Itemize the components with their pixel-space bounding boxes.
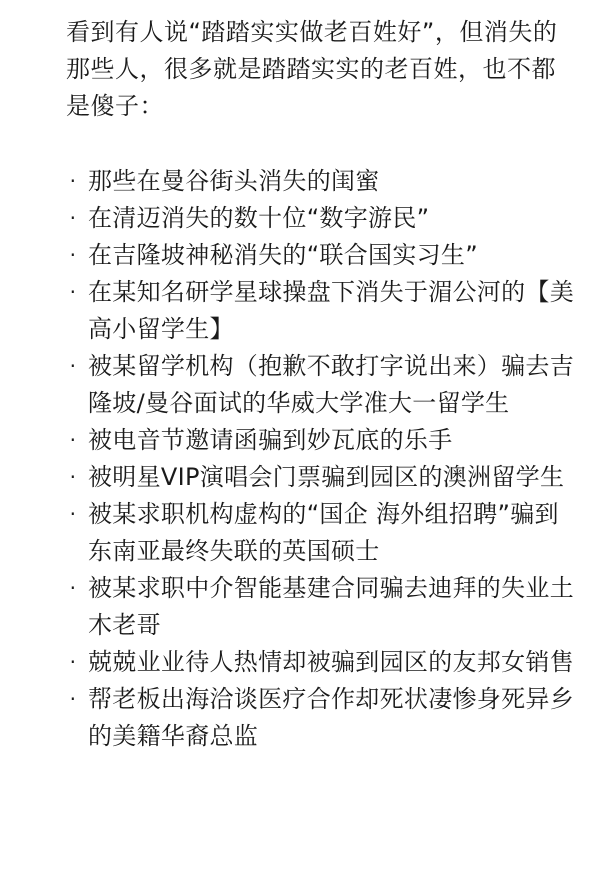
list-item — [66, 348, 582, 422]
bullet-icon: · — [69, 243, 77, 267]
bullet-icon: · — [69, 169, 77, 193]
list-item-text: 那些在曼谷街头消失的闺蜜 — [88, 167, 380, 195]
list-item — [66, 570, 582, 644]
bullet-icon: · — [69, 206, 77, 230]
bullet-icon: · — [69, 650, 77, 674]
list-item — [66, 274, 582, 348]
list-item-text: 被某求职机构虚构的“国企 海外组招聘”骗到东南亚最终失联的英国硕士 — [88, 500, 559, 565]
list-item-text: 被明星VIP演唱会门票骗到园区的澳洲留学生 — [88, 463, 565, 491]
list-item-text: 帮老板出海洽谈医疗合作却死状凄惨身死异乡的美籍华裔总监 — [88, 685, 574, 750]
list-item — [66, 237, 582, 274]
list-item — [66, 681, 582, 755]
list-item — [66, 163, 582, 200]
list-item — [66, 459, 582, 496]
list-item-text: 在清迈消失的数十位“数字游民” — [88, 204, 430, 232]
list-item-text: 被某求职中介智能基建合同骗去迪拜的失业土木老哥 — [88, 574, 574, 639]
list-item-text: 兢兢业业待人热情却被骗到园区的友邦女销售 — [88, 648, 574, 676]
list-item — [66, 422, 582, 459]
victim-list — [66, 163, 582, 755]
bullet-icon: · — [69, 354, 77, 378]
bullet-icon: · — [69, 687, 77, 711]
bullet-icon: · — [69, 428, 77, 452]
bullet-icon: · — [69, 576, 77, 600]
list-item-text: 在某知名研学星球操盘下消失于湄公河的【美高小留学生】 — [88, 278, 574, 343]
list-item — [66, 644, 582, 681]
bullet-icon: · — [69, 465, 77, 489]
bullet-icon: · — [69, 280, 77, 304]
list-item-text: 在吉隆坡神秘消失的“联合国实习生” — [88, 241, 478, 269]
list-item-text: 被某留学机构（抱歉不敢打字说出来）骗去吉隆坡/曼谷面试的华威大学准大一留学生 — [88, 352, 574, 417]
bullet-icon: · — [69, 502, 77, 526]
intro-paragraph: 看到有人说“踏踏实实做老百姓好”，但消失的那些人，很多就是踏踏实实的老百姓，也不都是傻子： — [66, 18, 558, 120]
list-item — [66, 496, 582, 570]
list-item — [66, 200, 582, 237]
list-item-text: 被电音节邀请函骗到妙瓦底的乐手 — [88, 426, 453, 454]
